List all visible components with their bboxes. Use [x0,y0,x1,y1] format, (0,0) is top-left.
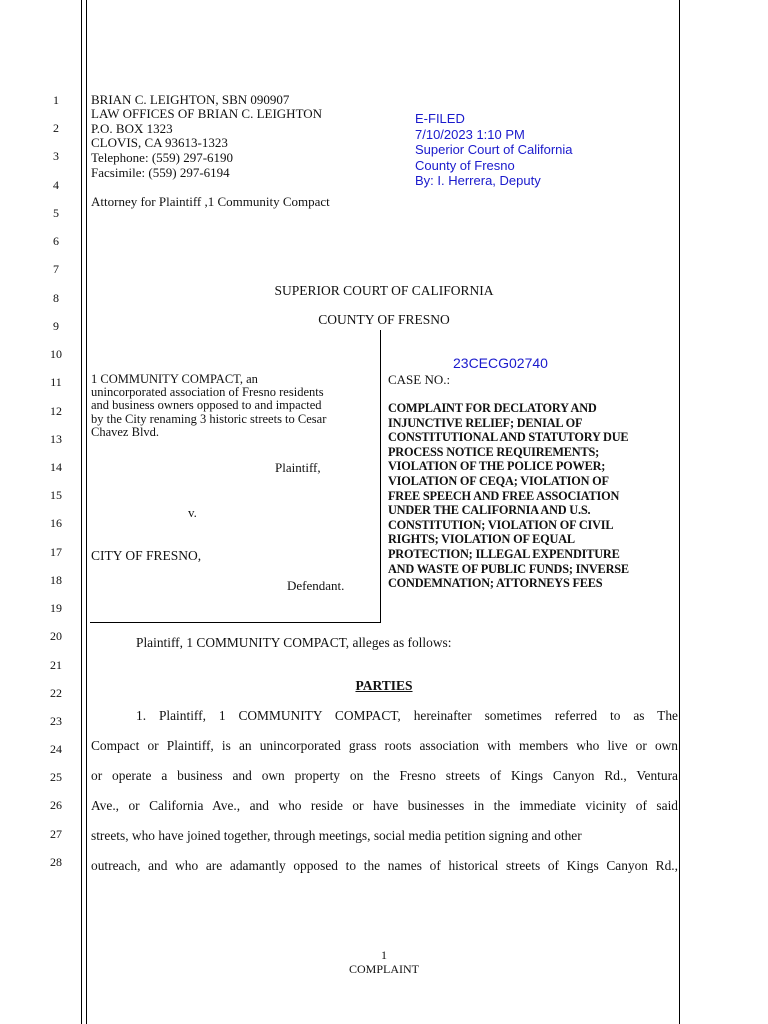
line-number: 9 [53,319,59,333]
line-number: 11 [50,375,62,389]
plaintiff-description [91,373,376,439]
caption-divider-vertical [380,330,381,623]
versus: v. [188,505,197,520]
left-margin-rule-outer [81,0,82,1024]
line-number: 14 [50,460,62,474]
court-county: COUNTY OF FRESNO [318,312,450,327]
line-number: 10 [50,347,62,361]
plaintiff-line: Chavez Blvd. [91,424,160,439]
title-line: RIGHTS; VIOLATION OF EQUAL [388,532,575,547]
line-number: 1 [53,93,59,107]
line-number: 22 [50,686,62,700]
line-number: 26 [50,798,62,812]
paragraph-1-line: Ave., or California Ave., and who reside or have businesses in the immediate vicinity of said [91,798,678,813]
footer-label: COMPLAINT [348,962,419,976]
line-number: 18 [50,573,62,587]
court-name: SUPERIOR COURT OF CALIFORNIA [274,283,494,298]
title-line: PROCESS NOTICE REQUIREMENTS; [388,444,600,459]
line-number: 6 [53,234,59,248]
defendant-name: CITY OF FRESNO, [91,548,202,563]
plaintiff-line: by the City renaming 3 historic streets to Cesar [91,411,327,426]
section-heading-parties: PARTIES [355,678,413,693]
title-line: VIOLATION OF CEQA; VIOLATION OF [388,473,609,488]
efiled-court: Superior Court of California [415,142,573,157]
plaintiff-line: unincorporated association of Fresno residents [91,385,324,400]
facsimile: Facsimile: (559) 297-6194 [91,165,230,180]
line-number: 25 [50,770,62,784]
title-line: CONDEMNATION; ATTORNEYS FEES [388,576,603,591]
line-number: 15 [50,488,62,502]
line-number: 23 [50,714,62,728]
paragraph-1-line: or operate a business and own property on the Fresno streets of Kings Canyon Rd., Ventura [91,768,678,783]
footer-page-number: 1 [381,948,387,962]
title-line: FREE SPEECH AND FREE ASSOCIATION [388,488,620,503]
title-line: COMPLAINT FOR DECLATORY AND [388,401,597,415]
left-margin-rule-inner [86,0,87,1024]
paragraph-1-line: outreach, and who are adamantly opposed to the names of historical streets of Kings Canyon Rd., [91,858,678,873]
plaintiff-line: 1 COMMUNITY COMPACT, an [91,372,258,386]
title-line: VIOLATION OF THE POLICE POWER; [388,459,606,474]
intro-line: Plaintiff, 1 COMMUNITY COMPACT, alleges as follows: [136,635,452,650]
line-number: 27 [50,827,62,841]
title-line: CONSTITUTIONAL AND STATUTORY DUE [388,430,629,445]
line-number: 8 [53,291,59,305]
title-line: AND WASTE OF PUBLIC FUNDS; INVERSE [388,561,629,576]
caption-divider-bottom [90,622,381,623]
line-number: 7 [53,262,59,276]
line-number: 13 [50,432,62,446]
title-line: CONSTITUTION; VIOLATION OF CIVIL [388,517,614,532]
law-office: LAW OFFICES OF BRIAN C. LEIGHTON [91,106,323,121]
paragraph-1-line: 1. Plaintiff, 1 COMMUNITY COMPACT, hereinafter sometimes referred to as The [136,708,678,723]
attorney-name: BRIAN C. LEIGHTON, SBN 090907 [91,92,290,107]
line-number: 3 [53,149,59,163]
line-number: 19 [50,601,62,615]
plaintiff-label: Plaintiff, [275,460,321,475]
paragraph-1-line: Compact or Plaintiff, is an unincorporated grass roots association with members who live or own [91,738,678,753]
attorney-for: Attorney for Plaintiff ,1 Community Compact [91,194,330,209]
line-number: 2 [53,121,59,135]
defendant-label: Defendant. [287,578,345,593]
line-number: 28 [50,855,62,869]
title-line: UNDER THE CALIFORNIA AND U.S. [388,503,591,518]
efiled-stamp [415,111,573,189]
line-number: 24 [50,742,62,756]
line-number: 12 [50,404,62,418]
city-state-zip: CLOVIS, CA 93613-1323 [91,135,228,150]
line-number: 16 [50,516,62,530]
telephone: Telephone: (559) 297-6190 [91,150,234,165]
plaintiff-line: and business owners opposed to and impacted [91,398,322,413]
right-margin-rule [679,0,680,1024]
efiled-label: E-FILED [415,111,465,126]
efiled-timestamp: 7/10/2023 1:10 PM [415,126,525,142]
line-number: 20 [50,629,62,643]
title-line: INJUNCTIVE RELIEF; DENIAL OF [388,415,583,430]
line-number: 4 [53,178,59,192]
line-number: 17 [50,545,62,559]
complaint-title [388,401,678,591]
line-number: 21 [50,658,62,672]
case-no-label: CASE NO.: [388,372,451,387]
line-number: 5 [53,206,59,220]
po-box: P.O. BOX 1323 [91,121,173,136]
efiled-deputy: By: I. Herrera, Deputy [415,173,541,188]
case-number: 23CECG02740 [453,355,548,371]
paragraph-1-line: streets, who have joined together, through meetings, social media petition signing and other [91,828,582,843]
title-line: PROTECTION; ILLEGAL EXPENDITURE [388,546,620,561]
efiled-county: County of Fresno [415,157,515,173]
